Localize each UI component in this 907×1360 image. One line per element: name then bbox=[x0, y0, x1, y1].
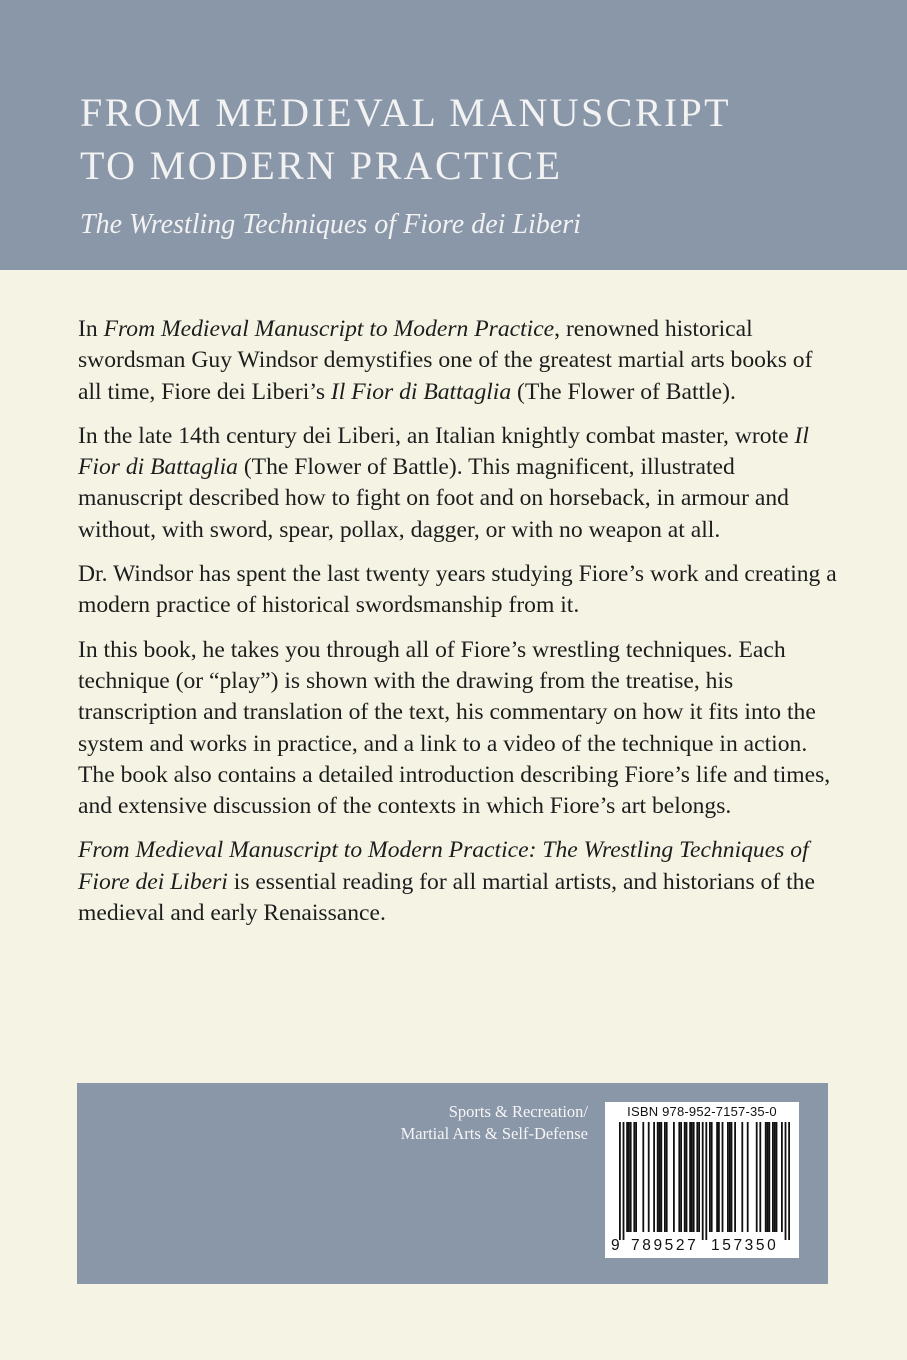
blurb-text bbox=[78, 314, 838, 942]
barcode-bar bbox=[756, 1122, 758, 1232]
barcode-bar bbox=[653, 1122, 655, 1232]
barcode-bar bbox=[765, 1122, 767, 1232]
barcode-bar bbox=[711, 1122, 713, 1232]
blurb-paragraph-3: Dr. Windsor has spent the last twenty years studying Fiore’s work and creating a modern practice of historical swordsmanship from it. bbox=[78, 561, 837, 619]
barcode-bar bbox=[716, 1122, 718, 1232]
barcode-bar bbox=[686, 1122, 688, 1232]
barcode-bar bbox=[705, 1122, 707, 1240]
barcode-bar bbox=[696, 1122, 698, 1232]
barcode-bar bbox=[657, 1122, 659, 1232]
barcode-bar bbox=[666, 1122, 668, 1232]
barcode-bar bbox=[660, 1122, 662, 1232]
barcode-bar bbox=[693, 1122, 695, 1232]
barcode-bar bbox=[626, 1122, 628, 1232]
barcode-bar bbox=[759, 1122, 761, 1232]
barcode-digit-first: 9 bbox=[611, 1237, 620, 1254]
barcode-digits-left: 789527 bbox=[631, 1237, 699, 1254]
barcode-bar bbox=[774, 1122, 776, 1232]
barcode-bar bbox=[768, 1122, 770, 1232]
barcode-bar bbox=[729, 1122, 731, 1232]
barcode-bar bbox=[781, 1122, 783, 1232]
header-band bbox=[0, 0, 907, 270]
barcode-bar bbox=[718, 1122, 720, 1232]
barcode-bar bbox=[772, 1122, 774, 1232]
blurb-paragraph-1: In From Medieval Manuscript to Modern Practice, renowned historical swordsman Guy Windsor demystifies one of the greatest martial arts books of all time, Fiore dei Liberi’s Il Fior di Battaglia (The Flower of Battle). bbox=[78, 316, 813, 405]
barcode-bar bbox=[734, 1122, 736, 1232]
barcode-bar bbox=[642, 1122, 644, 1232]
barcode-bar bbox=[678, 1122, 680, 1232]
category-line-2: Martial Arts & Self-Defense bbox=[400, 1124, 588, 1143]
barcode-bar bbox=[731, 1122, 733, 1232]
blurb-paragraph-5: From Medieval Manuscript to Modern Practice: The Wrestling Techniques of Fiore dei Liberi is essential reading for all martial artists, and historians of the medieval and early Renaissance. bbox=[78, 837, 815, 927]
barcode-bars bbox=[605, 1122, 799, 1240]
barcode-bar bbox=[785, 1122, 787, 1240]
title-line-1: FROM MEDIEVAL MANUSCRIPT bbox=[80, 90, 732, 135]
book-subtitle: The Wrestling Techniques of Fiore dei Liberi bbox=[80, 209, 581, 240]
barcode-bar bbox=[623, 1122, 625, 1240]
barcode-bar bbox=[788, 1122, 790, 1240]
barcode-bar bbox=[630, 1122, 632, 1232]
barcode-bar bbox=[648, 1122, 650, 1232]
book-title bbox=[80, 86, 880, 192]
blurb-paragraph-4: In this book, he takes you through all of Fiore’s wrestling techniques. Each technique (or “play”) is shown with the drawing from the treatise, his transcription and translation of the text, his commentary on how it fits into the system and works in practice, and a link to a video of the technique in action. The book also contains a detailed introduction describing Fiore’s life and times, and extensive discussion of the contexts in which Fiore’s art belongs. bbox=[78, 636, 831, 820]
barcode-bar bbox=[673, 1122, 675, 1232]
barcode-digits-right: 157350 bbox=[711, 1237, 779, 1254]
barcode-bar bbox=[689, 1122, 691, 1232]
barcode-bar bbox=[767, 1122, 769, 1232]
barcode-bar bbox=[702, 1122, 704, 1240]
barcode-bar bbox=[659, 1122, 661, 1232]
barcode-bar bbox=[635, 1122, 637, 1232]
isbn-label: ISBN 978-952-7157-35-0 bbox=[627, 1104, 777, 1119]
barcode-bar bbox=[722, 1122, 724, 1232]
barcode-bar bbox=[741, 1122, 743, 1232]
category-line-1: Sports & Recreation/ bbox=[448, 1102, 588, 1121]
isbn-barcode bbox=[605, 1102, 799, 1258]
title-line-2: TO MODERN PRACTICE bbox=[80, 143, 563, 188]
barcode-bar bbox=[776, 1122, 778, 1232]
barcode-bar bbox=[727, 1122, 729, 1232]
barcode-bar bbox=[619, 1122, 621, 1240]
category-label bbox=[288, 1101, 588, 1145]
barcode-bar bbox=[698, 1122, 700, 1232]
barcode-bar bbox=[664, 1122, 666, 1232]
barcode-bar bbox=[691, 1122, 693, 1232]
barcode-bar bbox=[633, 1122, 635, 1232]
barcode-bar bbox=[628, 1122, 630, 1232]
blurb-paragraph-2: In the late 14th century dei Liberi, an Italian knightly combat master, wrote Il Fior di Battaglia (The Flower of Battle). This magnificent, illustrated manuscript described how to fight on foot and on horseback, in armour and without, with sword, spear, pollax, dagger, or with no weapon at all. bbox=[78, 422, 809, 543]
footer-band bbox=[77, 1083, 828, 1284]
barcode-bar bbox=[684, 1122, 686, 1232]
barcode-bar bbox=[680, 1122, 682, 1232]
barcode-bar bbox=[747, 1122, 749, 1232]
barcode-bar bbox=[709, 1122, 711, 1232]
